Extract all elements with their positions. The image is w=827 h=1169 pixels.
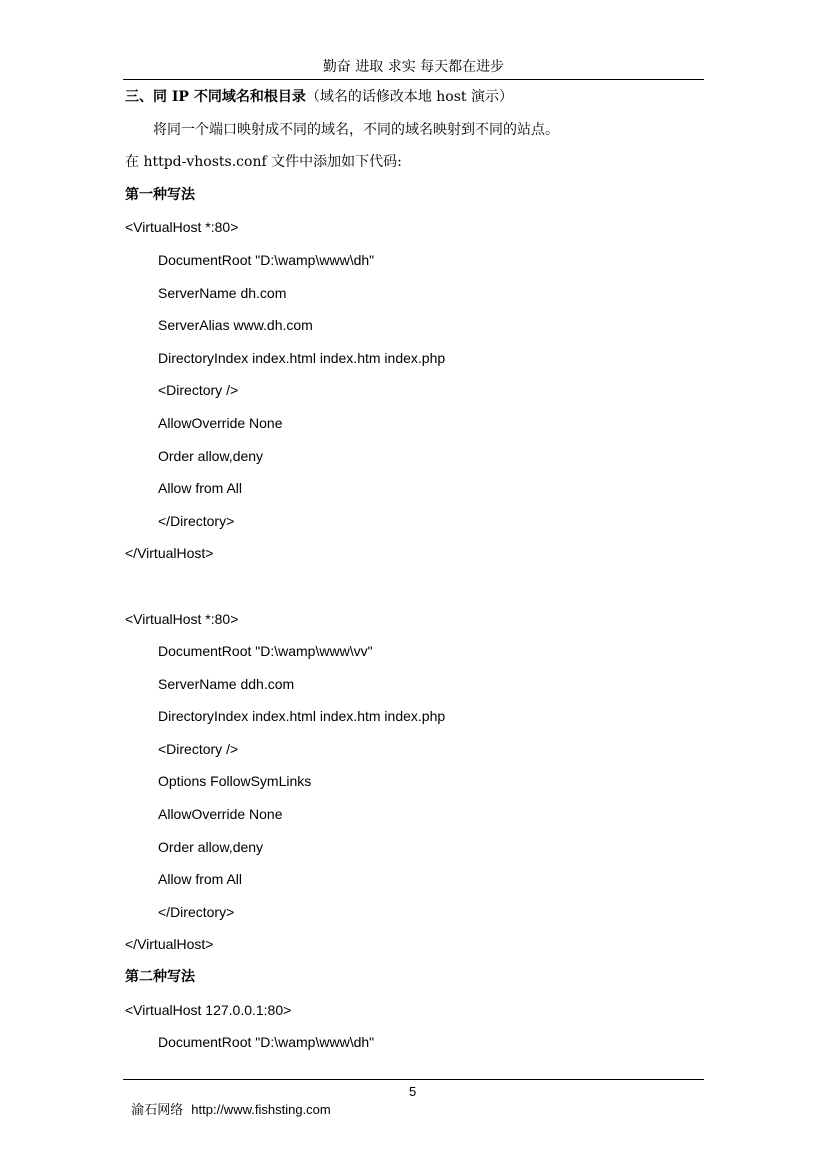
footer-divider (123, 1079, 704, 1080)
code-line: </Directory> (158, 903, 235, 920)
footer-company: 渝石网络 (131, 1103, 184, 1118)
code-line: Order allow,deny (158, 838, 264, 855)
code-line: DirectoryIndex index.html index.htm index.php (158, 349, 446, 366)
header-motto: 勤奋 进取 求实 每天都在进步 (322, 59, 505, 75)
code-line: <Directory /> (158, 740, 239, 757)
code-line: ServerName dh.com (158, 284, 287, 301)
code-line: Order allow,deny (158, 447, 264, 464)
intro-paragraph: 将同一个端口映射成不同的域名，不同的域名映射到不同的站点。 (153, 121, 559, 138)
code-line: <VirtualHost *:80> (125, 219, 239, 236)
code-line: <Directory /> (158, 382, 239, 399)
page-header (123, 58, 704, 76)
code-line: AllowOverride None (158, 414, 283, 431)
code-line: ServerAlias www.dh.com (158, 317, 313, 334)
code-line: Allow from All (158, 871, 243, 888)
blank-line (125, 576, 710, 609)
code-line: <VirtualHost 127.0.0.1:80> (125, 1001, 292, 1018)
instruction-paragraph: 在 httpd-vhosts.conf 文件中添加如下代码: (125, 154, 402, 171)
method2-heading: 第二种写法 (125, 969, 195, 986)
header-divider (123, 79, 704, 80)
code-line: DocumentRoot "D:\wamp\www\dh" (158, 1034, 375, 1051)
section-title (125, 87, 710, 120)
page-number: 5 (409, 1084, 417, 1099)
code-line: AllowOverride None (158, 806, 283, 823)
code-line: DirectoryIndex index.html index.htm index.php (158, 708, 446, 725)
code-line: </Directory> (158, 512, 235, 529)
code-line: </VirtualHost> (125, 936, 214, 953)
document-body (125, 87, 710, 1065)
section-title-main: 三、同 IP 不同域名和根目录 (125, 89, 306, 105)
code-line: DocumentRoot "D:\wamp\www\dh" (158, 251, 375, 268)
code-line: <VirtualHost *:80> (125, 610, 239, 627)
code-line: ServerName ddh.com (158, 675, 295, 692)
method1-heading: 第一种写法 (125, 186, 195, 203)
code-line: Allow from All (158, 480, 243, 497)
code-line: Options FollowSymLinks (158, 773, 312, 790)
code-line: DocumentRoot "D:\wamp\www\vv" (158, 643, 373, 660)
footer-url: http://www.fishsting.com (191, 1102, 331, 1117)
page-footer (123, 1083, 417, 1120)
section-title-note: （域名的话修改本地 host 演示） (305, 89, 513, 105)
code-line: </VirtualHost> (125, 545, 214, 562)
